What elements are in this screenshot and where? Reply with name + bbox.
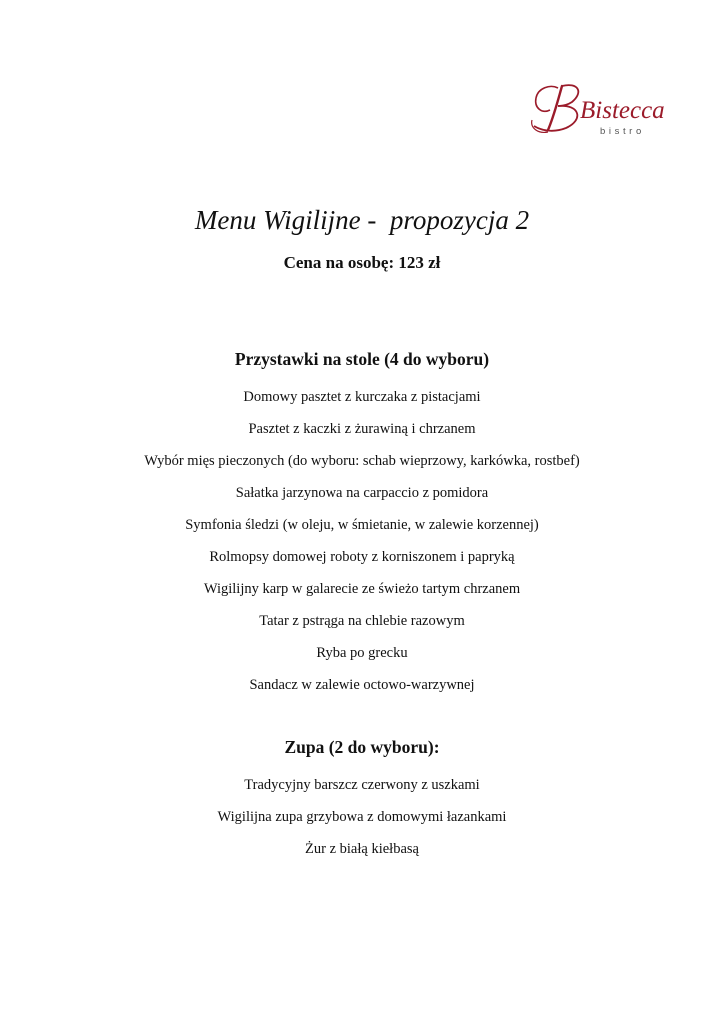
menu-title: Menu Wigilijne - propozycja 2 xyxy=(194,205,530,235)
list-item: Żur z białą kiełbasą xyxy=(305,841,419,857)
list-item: Ryba po grecku xyxy=(316,645,408,661)
list-item: Tradycyjny barszcz czerwony z uszkami xyxy=(244,777,480,793)
soup-list xyxy=(0,775,724,871)
appetizer-list xyxy=(0,387,724,707)
logo-graphic xyxy=(528,80,672,142)
logo-subtitle: bistro xyxy=(600,126,645,137)
list-item: Wigilijny karp w galarecie ze świeżo tartym chrzanem xyxy=(203,581,521,597)
list-item: Rolmopsy domowej roboty z korniszonem i papryką xyxy=(209,549,515,565)
list-item: Wigilijna zupa grzybowa z domowymi łazankami xyxy=(217,809,507,825)
list-item: Tatar z pstrąga na chlebie razowym xyxy=(259,613,465,629)
price-per-person: Cena na osobę: 123 zł xyxy=(283,253,441,272)
list-item: Pasztet z kaczki z żurawiną i chrzanem xyxy=(248,421,476,437)
section-heading-appetizers: Przystawki na stole (4 do wyboru) xyxy=(234,349,490,369)
list-item: Domowy pasztet z kurczaka z pistacjami xyxy=(243,389,481,405)
bistecca-logo xyxy=(528,80,672,142)
logo-name: Bistecca xyxy=(580,97,665,124)
section-heading-soup: Zupa (2 do wyboru): xyxy=(284,737,440,757)
list-item: Symfonia śledzi (w oleju, w śmietanie, w zalewie korzennej) xyxy=(185,517,539,533)
list-item: Sałatka jarzynowa na carpaccio z pomidora xyxy=(235,485,489,501)
list-item: Wybór mięs pieczonych (do wyboru: schab wieprzowy, karkówka, rostbef) xyxy=(144,453,580,469)
list-item: Sandacz w zalewie octowo-warzywnej xyxy=(249,677,475,693)
